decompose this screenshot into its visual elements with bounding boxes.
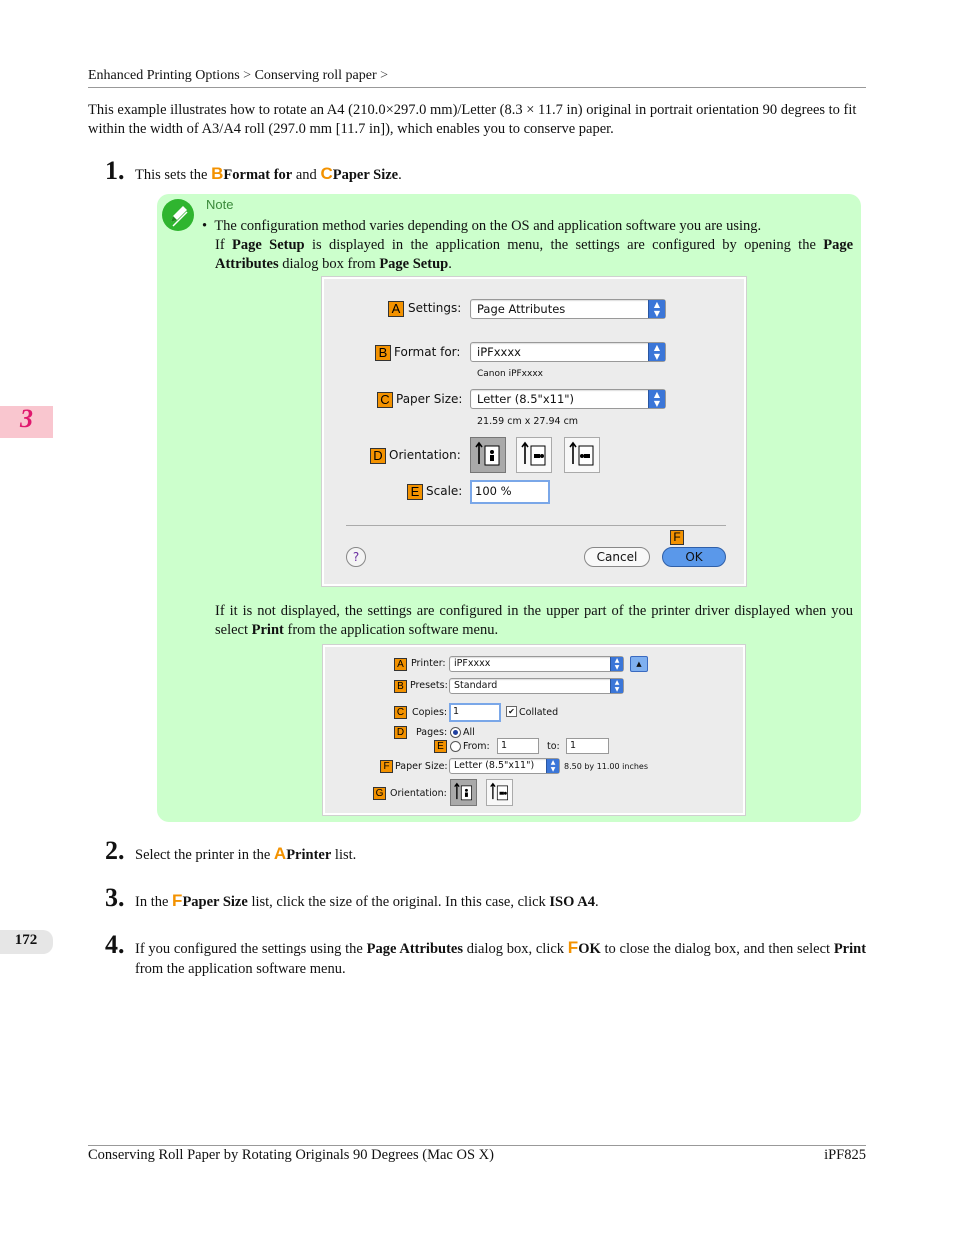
orientation-portrait-button[interactable] (450, 779, 477, 806)
step-text-part: This sets the (135, 167, 208, 183)
format-for-popup[interactable] (470, 342, 666, 362)
help-button[interactable] (346, 547, 366, 567)
paper-size-value: Letter (8.5"x11") (477, 392, 575, 406)
copies-input[interactable] (449, 703, 501, 722)
note-line: The configuration method varies depending on the OS and application software you are using. (214, 218, 762, 234)
page-number: 172 (14, 932, 38, 948)
callout-letter: B (211, 164, 224, 183)
pages-to-label: to: (547, 741, 560, 752)
callout-badge: A (394, 658, 407, 671)
collated-label: Collated (519, 707, 559, 718)
step-number: 1. (105, 156, 125, 185)
step-1 (105, 156, 125, 186)
step-text-part: from the application software menu. (135, 961, 346, 977)
settings-label: Settings: (408, 301, 462, 315)
note-text-part: dialog box from (282, 256, 376, 272)
footer-model: iPF825 (824, 1147, 866, 1163)
header-rule (88, 87, 866, 88)
orientation-label: Orientation: (389, 448, 461, 462)
triangle-up-icon: ▲ (636, 660, 642, 668)
pages-to-input[interactable] (566, 738, 609, 754)
ui-term: Printer (286, 847, 332, 863)
ok-label: OK (685, 550, 703, 564)
callout-badge: D (370, 448, 386, 464)
step-text-part: Select the printer in the (135, 847, 271, 863)
breadcrumb (88, 68, 388, 84)
step-number: 3. (105, 883, 125, 912)
step-text-part: to close the dialog box, and then select (604, 941, 831, 957)
step-3-text (135, 891, 599, 912)
footer-title: Conserving Roll Paper by Rotating Originals 90 Degrees (Mac OS X) (88, 1147, 494, 1163)
updown-arrow-icon: ▲ ▼ (648, 300, 665, 318)
pages-all-label: All (463, 727, 475, 738)
ui-term: Print (251, 622, 284, 638)
expand-dialog-button[interactable] (630, 656, 648, 672)
orientation-label: Orientation: (390, 788, 447, 799)
printer-popup[interactable] (449, 656, 624, 672)
updown-arrow-icon: ▲ ▼ (546, 759, 559, 773)
format-for-label: Format for: (394, 345, 461, 359)
ui-term: Page Setup (232, 237, 305, 253)
paper-size-sub: 21.59 cm x 27.94 cm (477, 416, 579, 427)
breadcrumb-separator: > (380, 68, 389, 83)
settings-value: Page Attributes (477, 302, 566, 316)
callout-badge: E (434, 740, 447, 753)
intro-paragraph: This example illustrates how to rotate an A4 (210.0×297.0 mm)/Letter (8.3 × 11.7 in) original in portrait orientation 90 degrees to fit within the width of A3/A4 roll (297.0 mm [11.7 in]), which enables you to conserve paper. (88, 102, 857, 137)
note-text-part: If (215, 237, 225, 253)
format-for-sub: Canon iPFxxxx (477, 369, 543, 379)
callout-badge: B (394, 680, 407, 693)
presets-label: Presets: (410, 680, 448, 691)
step-text-part: If you configured the settings using the (135, 941, 363, 957)
step-1-text (135, 164, 402, 185)
step-text-part: list, click the size of the original. In this case, click (251, 894, 546, 910)
callout-badge: E (407, 484, 423, 500)
step-text-part: dialog box, click (466, 941, 565, 957)
note-label: Note (206, 197, 234, 212)
ui-term: Print (833, 941, 867, 957)
callout-letter: A (273, 844, 287, 863)
step-text-part: list. (334, 847, 357, 863)
printer-value: iPFxxxx (454, 658, 491, 669)
dialog-separator (346, 525, 726, 526)
radio-dot-icon (453, 730, 458, 735)
scale-value: 100 % (475, 484, 512, 498)
paper-size-dimensions: 8.50 by 11.00 inches (564, 762, 649, 771)
pages-label: Pages: (416, 727, 448, 738)
paper-size-value: Letter (8.5"x11") (454, 760, 535, 771)
ui-term: Page Setup (379, 256, 449, 272)
page-attributes-dialog (322, 277, 746, 586)
step-text-part: . (398, 167, 402, 183)
callout-badge: G (373, 787, 386, 800)
step-text-part: In the (135, 894, 169, 910)
orientation-landscape-button[interactable] (486, 779, 513, 806)
step-number: 2. (105, 836, 125, 865)
checkmark-icon: ✔ (508, 707, 515, 716)
paper-size-popup[interactable] (449, 758, 560, 774)
presets-popup[interactable] (449, 678, 624, 694)
updown-arrow-icon: ▲ ▼ (648, 343, 665, 361)
step-4 (105, 930, 125, 960)
breadcrumb-separator: > (243, 68, 252, 83)
paper-size-label: Paper Size: (396, 392, 463, 406)
step-number: 4. (105, 930, 125, 959)
step-2-text (135, 844, 356, 865)
ok-button[interactable] (662, 547, 726, 567)
orientation-portrait-button[interactable] (470, 437, 506, 473)
note-text-part: If it is not displayed, the settings are configured in the upper part of the printer driver displayed when you select (215, 603, 853, 638)
callout-badge: C (377, 392, 393, 408)
callout-badge: B (375, 345, 391, 361)
callout-badge: F (670, 530, 684, 545)
note-text-part: from the application software menu. (287, 622, 499, 638)
note-text (202, 217, 853, 274)
pages-to-value: 1 (570, 740, 577, 751)
step-text-part: and (295, 167, 317, 183)
step-2 (105, 836, 125, 866)
paper-size-label: Paper Size: (395, 761, 448, 772)
ui-term: Page Attributes (366, 941, 463, 957)
orientation-landscape-right-button[interactable] (564, 437, 600, 473)
format-for-value: iPFxxxx (477, 345, 521, 359)
orientation-landscape-left-button[interactable] (516, 437, 552, 473)
pages-all-radio[interactable] (450, 727, 461, 738)
scale-label: Scale: (426, 484, 463, 498)
updown-arrow-icon: ▲ ▼ (648, 390, 665, 408)
scale-input[interactable] (470, 480, 550, 504)
printer-label: Printer: (411, 658, 446, 669)
chapter-number: 3 (20, 404, 33, 433)
callout-badge: A (388, 301, 404, 317)
settings-popup[interactable] (470, 299, 666, 319)
breadcrumb-part[interactable]: Conserving roll paper (254, 68, 377, 83)
paper-size-popup[interactable] (470, 389, 666, 409)
note-text-part: is displayed in the application menu, the settings are configured by opening the (311, 237, 816, 253)
pages-from-value: 1 (501, 740, 508, 751)
footer-rule (88, 1145, 866, 1146)
pages-from-label: From: (463, 741, 490, 752)
updown-arrow-icon: ▲ ▼ (610, 657, 623, 671)
callout-letter: C (320, 164, 333, 183)
cancel-button[interactable] (584, 547, 650, 567)
ui-term: Page Attributes (215, 237, 854, 272)
ui-term: OK (578, 941, 601, 957)
step-text-part: . (594, 894, 599, 910)
note-paragraph-2 (215, 602, 853, 640)
pencil-note-icon (162, 199, 194, 231)
help-icon: ? (352, 550, 360, 564)
callout-letter: F (567, 938, 579, 957)
pages-from-radio[interactable] (450, 741, 461, 752)
pages-from-input[interactable] (497, 738, 539, 754)
updown-arrow-icon: ▲ ▼ (610, 679, 623, 693)
callout-badge: D (394, 726, 407, 739)
breadcrumb-part[interactable]: Enhanced Printing Options (88, 68, 240, 83)
note-text-part: . (448, 256, 452, 272)
print-dialog (323, 645, 745, 815)
ui-term: Paper Size (332, 167, 399, 183)
callout-badge: C (394, 706, 407, 719)
copies-value: 1 (453, 706, 460, 717)
ui-term: ISO A4 (549, 894, 595, 910)
step-3 (105, 883, 125, 913)
collated-checkbox[interactable] (506, 706, 517, 717)
bullet: • (202, 218, 208, 234)
callout-badge: F (380, 760, 393, 773)
ui-term: Paper Size (182, 894, 248, 910)
step-4-text (135, 938, 866, 979)
callout-letter: F (172, 891, 183, 910)
cancel-label: Cancel (596, 550, 638, 564)
presets-value: Standard (454, 680, 498, 691)
copies-label: Copies: (412, 707, 448, 718)
ui-term: Format for (223, 167, 293, 183)
